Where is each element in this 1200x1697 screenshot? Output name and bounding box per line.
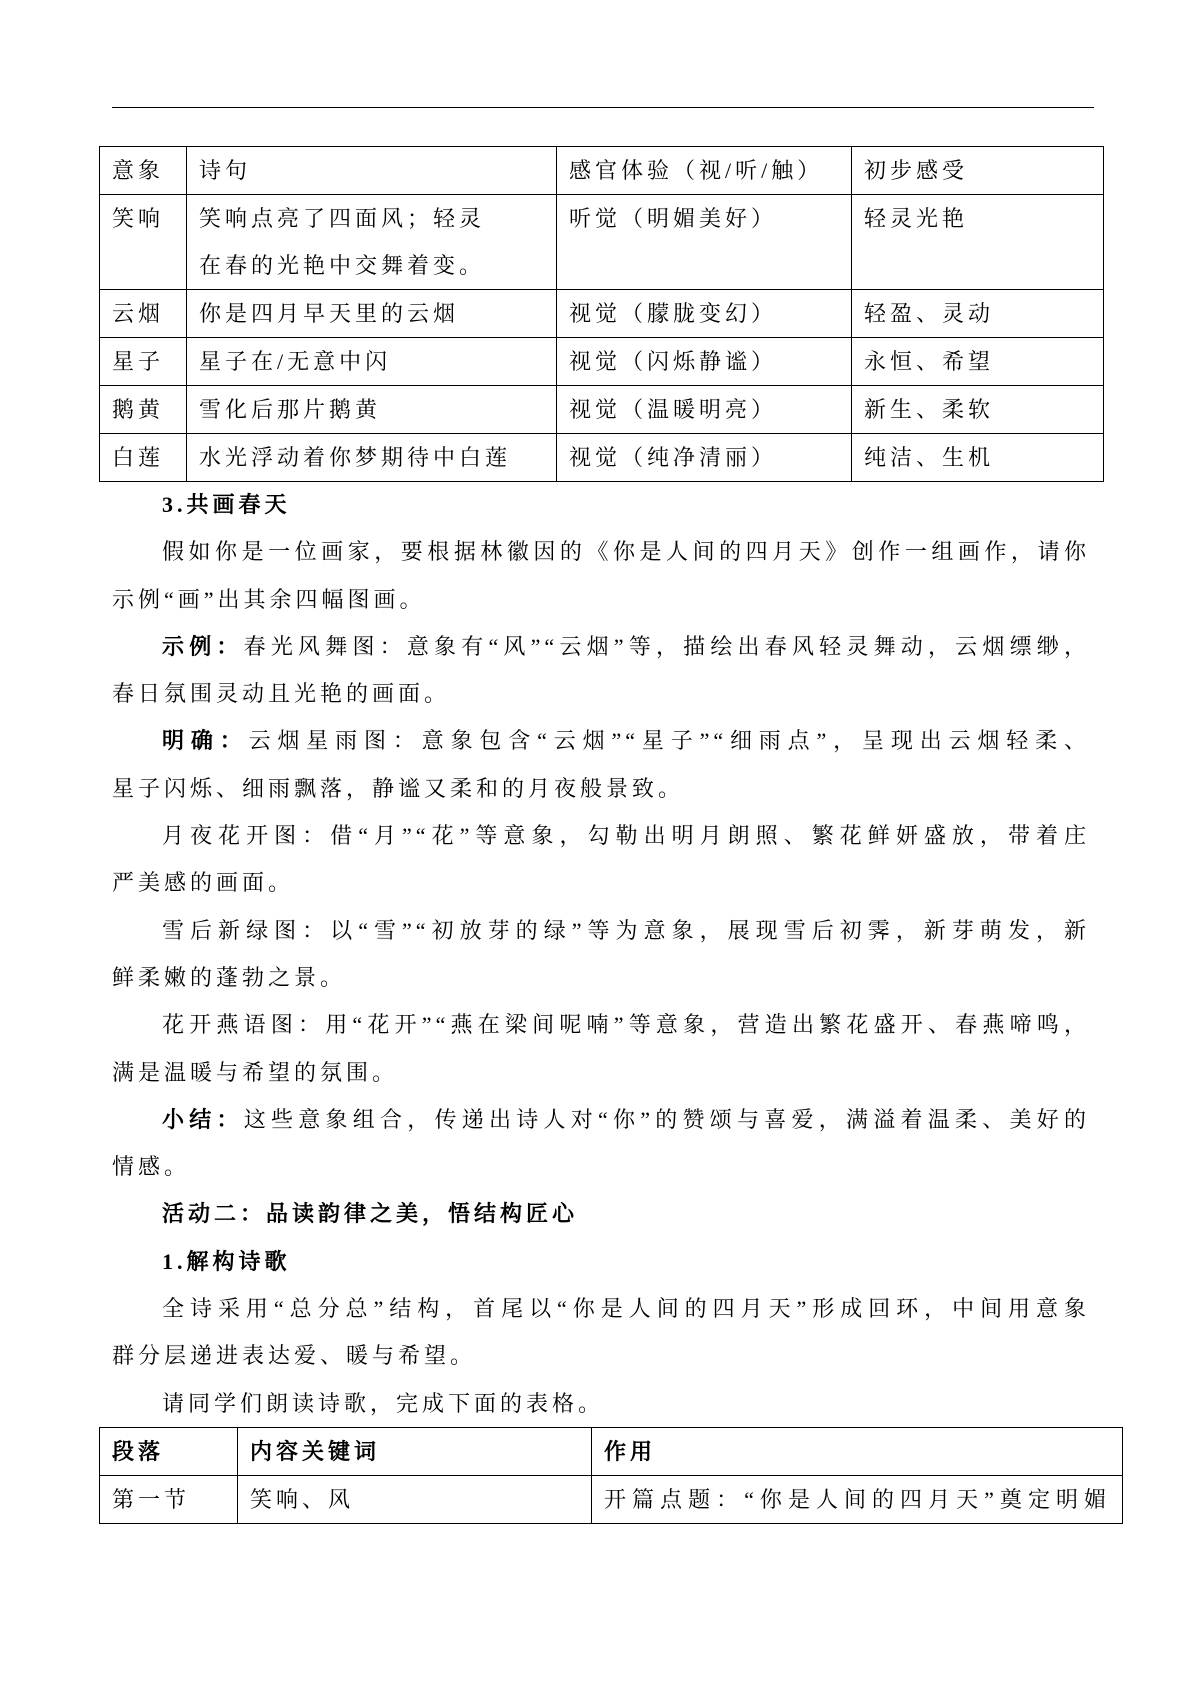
activity-heading: 活动二：品读韵律之美，悟结构匠心	[162, 1201, 579, 1227]
imagery-term-cell: 笑响	[100, 195, 187, 290]
sense-cell: 视觉（纯净清丽）	[557, 434, 852, 482]
verse-line: 你是四月早天里的云烟	[199, 301, 460, 326]
example-label: 示例：	[162, 633, 244, 659]
verse-line: 在春的光艳中交舞着变。	[199, 253, 486, 278]
paragraph-line: 花开燕语图：用“花开”“燕在梁间呢喃”等意象，营造出繁花盛开、春燕啼鸣，	[162, 1012, 1090, 1038]
table-header-row	[100, 1428, 1123, 1476]
table-header-row	[100, 147, 1104, 195]
verse-cell	[187, 434, 557, 482]
paragraph-line: 假如你是一位画家，要根据林徽因的《你是人间的四月天》创作一组画作，请你	[162, 539, 1090, 565]
paragraph-line: 鲜柔嫩的蓬勃之景。	[112, 964, 347, 990]
answer-label: 明确：	[162, 728, 249, 754]
summary-label: 小结：	[162, 1106, 244, 1132]
table-row	[100, 195, 1104, 290]
verse-line: 笑响点亮了四面风；轻灵	[199, 206, 486, 231]
sense-cell: 听觉（明媚美好）	[557, 195, 852, 290]
imagery-term-cell: 鹅黄	[100, 386, 187, 434]
keywords-cell: 笑响、风	[238, 1476, 592, 1524]
impression-cell: 新生、柔软	[852, 386, 1104, 434]
table-header-cell: 感官体验（视/听/触）	[557, 147, 852, 195]
paragraph-line: 满是温暖与希望的氛围。	[112, 1059, 399, 1085]
table-row	[100, 386, 1104, 434]
impression-cell: 永恒、希望	[852, 338, 1104, 386]
verse-line: 星子在/无意中闪	[199, 349, 392, 374]
paragraph-text: 云烟星雨图：意象包含“云烟”“星子”“细雨点”，呈现出云烟轻柔、	[248, 728, 1090, 754]
table-row	[100, 290, 1104, 338]
function-cell	[592, 1476, 1123, 1524]
paragraph-line	[112, 623, 1090, 670]
body-text	[112, 481, 1090, 1427]
impression-cell: 轻盈、灵动	[852, 290, 1104, 338]
paragraph-line	[112, 717, 1090, 764]
table-header-cell: 意象	[100, 147, 187, 195]
verse-line: 雪化后那片鹅黄	[199, 397, 382, 422]
paragraph-line: 春日氛围灵动且光艳的画面。	[112, 681, 451, 707]
table-row	[100, 338, 1104, 386]
instruction-line: 请同学们朗读诗歌，完成下面的表格。	[162, 1390, 605, 1416]
section-heading: 3.共画春天	[162, 492, 291, 517]
paragraph-line: 群分层递进表达爱、暖与希望。	[112, 1343, 477, 1369]
table-row	[100, 1476, 1123, 1524]
paragraph-text: 这些意象组合，传递出诗人对“你”的赞颂与喜爱，满溢着温柔、美好的	[243, 1106, 1090, 1132]
paragraph-line: 雪后新绿图：以“雪”“初放芽的绿”等为意象，展现雪后初霁，新芽萌发，新	[162, 917, 1090, 943]
structure-table	[99, 1427, 1123, 1524]
table-header-cell: 段落	[100, 1428, 238, 1476]
table-header-cell: 诗句	[187, 147, 557, 195]
paragraph-line: 示例“画”出其余四幅图画。	[112, 586, 426, 612]
sense-cell: 视觉（闪烁静谧）	[557, 338, 852, 386]
verse-cell	[187, 290, 557, 338]
imagery-term-cell: 星子	[100, 338, 187, 386]
table-header-cell: 内容关键词	[238, 1428, 592, 1476]
sub-heading: 1.解构诗歌	[162, 1248, 291, 1274]
table-row	[100, 434, 1104, 482]
paragraph-line: 情感。	[112, 1154, 191, 1180]
verse-cell	[187, 338, 557, 386]
sense-cell: 视觉（温暖明亮）	[557, 386, 852, 434]
header-rule	[112, 107, 1094, 108]
impression-cell: 纯洁、生机	[852, 434, 1104, 482]
paragraph-text: 春光风舞图：意象有“风”“云烟”等，描绘出春风轻灵舞动，云烟缥缈，	[243, 633, 1090, 659]
verse-cell	[187, 386, 557, 434]
imagery-term-cell: 云烟	[100, 290, 187, 338]
impression-cell: 轻灵光艳	[852, 195, 1104, 290]
imagery-term-cell: 白莲	[100, 434, 187, 482]
sense-cell: 视觉（朦胧变幻）	[557, 290, 852, 338]
section-cell: 第一节	[100, 1476, 238, 1524]
paragraph-line: 月夜花开图：借“月”“花”等意象，勾勒出明月朗照、繁花鲜妍盛放，带着庄	[162, 823, 1090, 849]
paragraph-line: 星子闪烁、细雨飘落，静谧又柔和的月夜般景致。	[112, 775, 685, 801]
paragraph-line: 全诗采用“总分总”结构，首尾以“你是人间的四月天”形成回环，中间用意象	[162, 1296, 1090, 1322]
paragraph-line: 严美感的画面。	[112, 870, 295, 896]
function-text: 开篇点题：“你是人间的四月天”奠定明媚	[604, 1487, 1110, 1512]
verse-line: 水光浮动着你梦期待中白莲	[199, 445, 512, 470]
verse-cell	[187, 195, 557, 290]
table-header-cell: 初步感受	[852, 147, 1104, 195]
table-header-cell: 作用	[592, 1428, 1123, 1476]
paragraph-line	[112, 1096, 1090, 1143]
imagery-table	[99, 146, 1104, 482]
